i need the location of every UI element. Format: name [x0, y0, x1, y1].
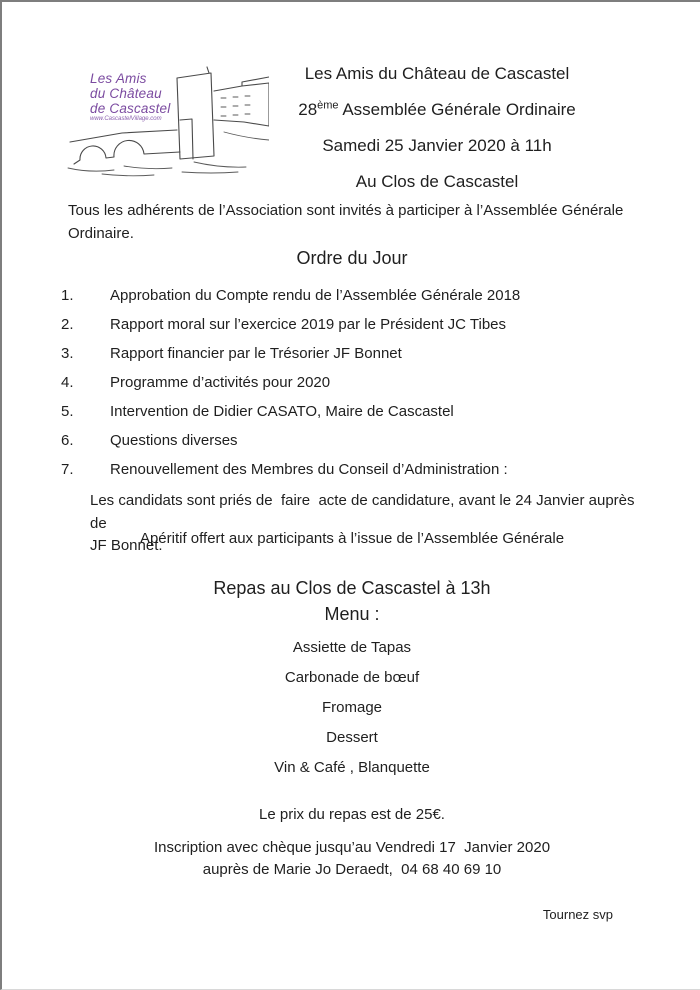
logo-website-url: www.CascastelVillage.com [90, 116, 162, 122]
menu-item: Fromage [321, 699, 383, 716]
document-header [172, 64, 700, 208]
meal-title: Repas au Clos de Cascastel à 13h [213, 578, 491, 598]
logo-line-3: de Cascastel [90, 101, 171, 116]
agenda-item-text: Questions diverses [110, 432, 238, 449]
header-assembly-title [172, 100, 700, 119]
agenda-item-text: Intervention de Didier CASATO, Maire de Cascastel [110, 403, 454, 420]
agenda-item [61, 287, 646, 305]
agenda-item-text: Approbation du Compte rendu de l’Assemblée Générale 2018 [110, 287, 521, 304]
meal-header [2, 578, 700, 625]
meal-price: Le prix du repas est de 25€. [259, 806, 445, 823]
agenda-item-text: Programme d’activités pour 2020 [110, 374, 331, 391]
agenda-item-text: Rapport financier par le Trésorier JF Bonnet [110, 345, 402, 362]
agenda-item [61, 432, 646, 450]
agenda-item7-note-line-1: Les candidats sont priés de faire acte de candidature, avant le 24 Janvier auprès de [90, 492, 639, 532]
logo-line-2: du Château [90, 86, 162, 101]
agenda-item-number: 6. [61, 432, 74, 449]
inscription-info [2, 837, 700, 881]
agenda-item7-note-line-2: JF Bonnet. [90, 537, 163, 554]
intro-paragraph [68, 200, 623, 245]
agenda-title: Ordre du Jour [296, 248, 408, 268]
agenda-item-number: 4. [61, 374, 74, 391]
agenda-item [61, 403, 646, 421]
intro-line-1: Tous les adhérents de l’Association sont invités à participer à l’Assemblée Générale [68, 202, 624, 219]
menu-label: Menu : [324, 604, 380, 624]
assembly-number: 28 [298, 100, 318, 119]
agenda-item-number: 1. [61, 287, 74, 304]
menu-item: Dessert [326, 729, 378, 746]
header-location: Au Clos de Cascastel [355, 172, 519, 191]
inscription-line-2: auprès de Marie Jo Deraedt, 04 68 40 69 10 [202, 861, 502, 878]
assembly-number-ordinal: ème [317, 99, 339, 112]
aperitif-note: Apéritif offert aux participants à l’issue de l’Assemblée Générale [139, 530, 565, 547]
logo-wordmark [90, 71, 170, 116]
menu-item: Vin & Café , Blanquette [274, 759, 430, 776]
agenda-item7-note [90, 490, 646, 558]
menu-list [2, 639, 700, 789]
menu-item: Carbonade de bœuf [284, 669, 420, 686]
assembly-title-rest: Assemblée Générale Ordinaire [338, 100, 576, 119]
turn-over-note: Tournez svp [542, 907, 613, 922]
agenda-item [61, 345, 646, 363]
agenda-item-number: 3. [61, 345, 74, 362]
header-date: Samedi 25 Janvier 2020 à 11h [322, 136, 552, 155]
agenda-item [61, 316, 646, 334]
agenda-item-number: 7. [61, 461, 74, 478]
agenda-list [61, 287, 646, 558]
agenda-item [61, 374, 646, 392]
menu-item: Assiette de Tapas [292, 639, 412, 656]
intro-line-2: Ordinaire. [68, 224, 134, 242]
logo-line-1: Les Amis [90, 71, 147, 86]
agenda-item-text: Renouvellement des Membres du Conseil d’Administration : [110, 461, 508, 478]
agenda-item-text: Rapport moral sur l’exercice 2019 par le Président JC Tibes [110, 316, 507, 333]
agenda-item-number: 5. [61, 403, 74, 420]
agenda-item [61, 461, 646, 479]
header-association-name: Les Amis du Château de Cascastel [304, 64, 570, 83]
inscription-line-1: Inscription avec chèque jusqu’au Vendredi 17 Janvier 2020 [153, 839, 551, 856]
agenda-item-number: 2. [61, 316, 74, 333]
